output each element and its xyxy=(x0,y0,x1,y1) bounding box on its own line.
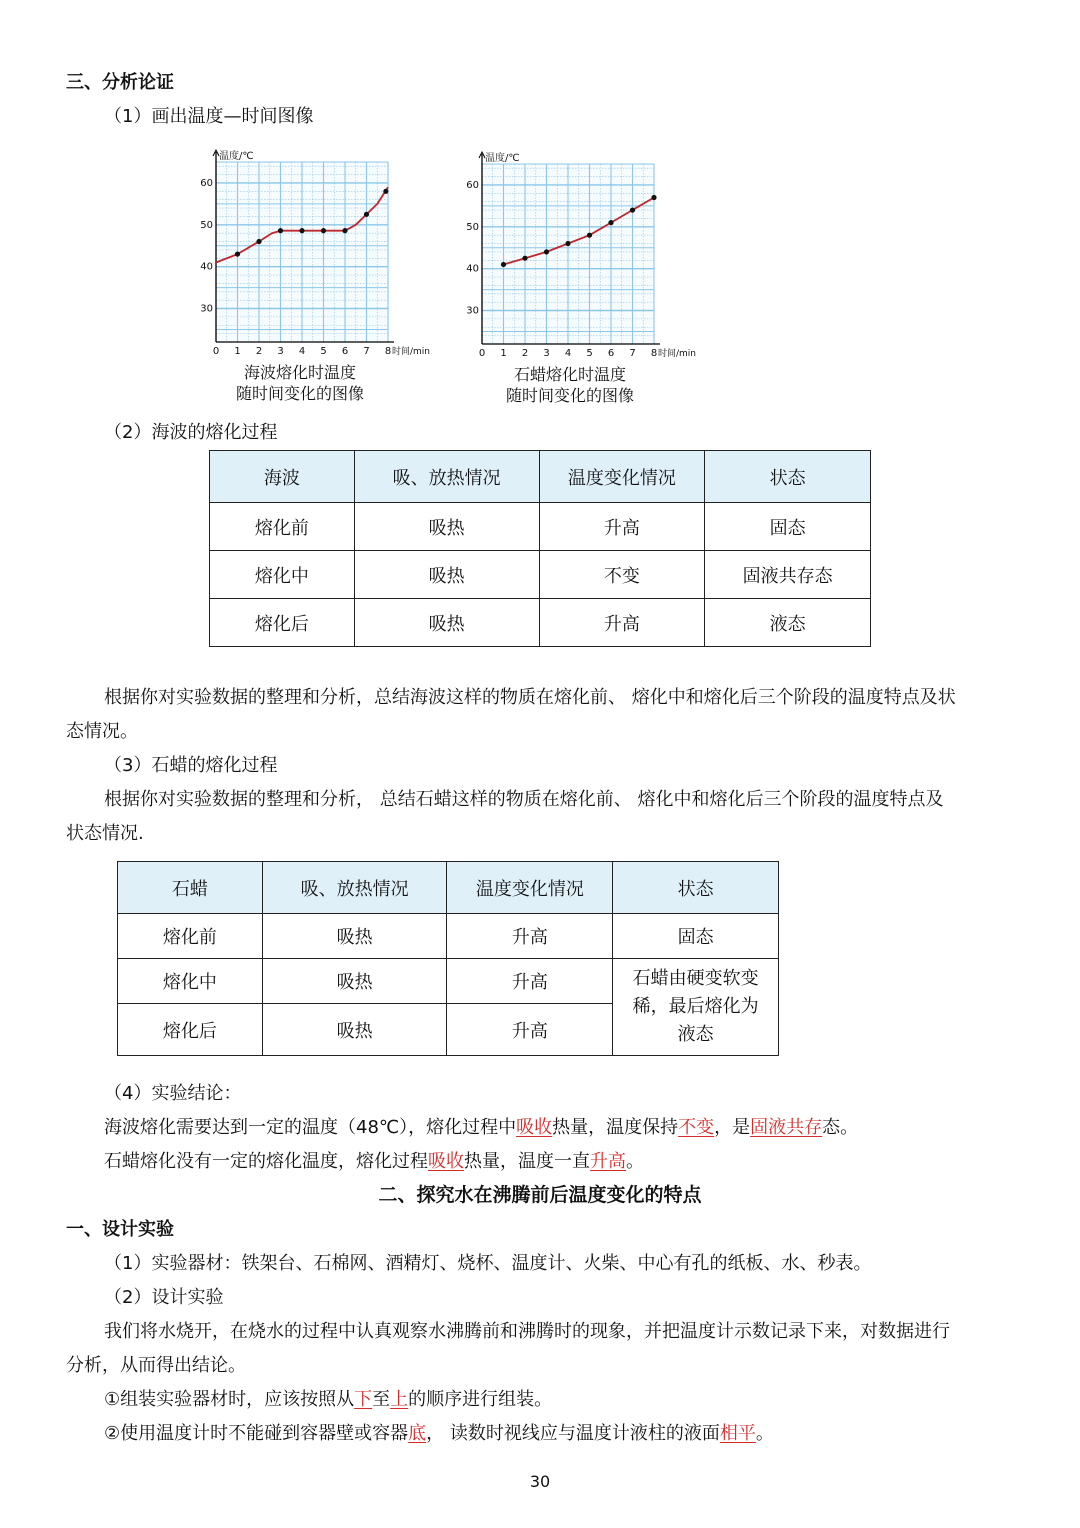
chart1-caption-line-2: 随时间变化的图像 xyxy=(235,384,364,403)
section-title-design: 一、设计实验 xyxy=(66,1219,174,1240)
table-cell: 吸热 xyxy=(354,503,539,551)
step-text: 至 xyxy=(372,1389,391,1410)
design-subtitle: （2）设计实验 xyxy=(104,1287,224,1308)
chart2-caption-line-1: 石蜡熔化时温度 xyxy=(513,365,626,384)
hypo-melting-table xyxy=(209,450,871,647)
table-header-cell: 状态 xyxy=(613,862,779,914)
subsection-title-4: （4）实验结论： xyxy=(104,1083,242,1104)
merged-state-line: 稀，最后熔化为 xyxy=(632,996,759,1017)
conclusion-text: 热量，温度一直 xyxy=(464,1151,590,1172)
y-tick-label: 40 xyxy=(466,263,479,275)
paragraph-boiling-line-2: 分析，从而得出结论。 xyxy=(66,1355,246,1376)
paraffin-melting-chart xyxy=(462,148,702,364)
conclusion-hypo xyxy=(104,1115,858,1141)
conclusion-text: 海波熔化需要达到一定的温度（48℃），熔化过程中 xyxy=(104,1117,517,1138)
table-cell: 升高 xyxy=(447,914,613,959)
table-header-row xyxy=(118,862,779,914)
conclusion-paraffin xyxy=(104,1149,644,1175)
table-row xyxy=(118,914,779,959)
table-cell: 吸热 xyxy=(354,599,539,647)
equipment-line: （1）实验器材：铁架台、石棉网、酒精灯、烧杯、温度计、火柴、中心有孔的纸板、水、秒表。 xyxy=(104,1253,872,1274)
data-point xyxy=(544,249,549,254)
data-point xyxy=(278,228,283,233)
data-point xyxy=(256,239,261,244)
data-point xyxy=(651,195,656,200)
data-point xyxy=(342,228,347,233)
table-cell: 熔化后 xyxy=(210,599,355,647)
x-axis-label: 时间/min xyxy=(658,349,697,359)
step-assemble xyxy=(104,1387,552,1413)
data-point xyxy=(364,212,369,217)
section-title-analysis: 三、分析论证 xyxy=(66,72,174,93)
answer-blank: 不变 xyxy=(678,1117,715,1138)
chart2-caption-line-2: 随时间变化的图像 xyxy=(505,386,634,405)
chart2-caption xyxy=(482,364,658,406)
data-point xyxy=(501,262,506,267)
table-cell: 不变 xyxy=(539,551,705,599)
table-header-row xyxy=(210,451,871,503)
table-cell: 吸热 xyxy=(354,551,539,599)
x-tick-label: 5 xyxy=(586,348,593,359)
data-point xyxy=(522,256,527,261)
x-tick-label: 8 xyxy=(384,346,392,357)
table-cell: 升高 xyxy=(447,1004,613,1056)
table-cell: 熔化中 xyxy=(210,551,355,599)
table-header-cell: 温度变化情况 xyxy=(447,862,613,914)
x-tick-label: 0 xyxy=(212,346,220,357)
x-tick-label: 6 xyxy=(607,348,615,359)
x-tick-label: 5 xyxy=(320,346,327,357)
data-point xyxy=(630,207,635,212)
merged-state-line: 液态 xyxy=(677,1024,714,1045)
table-row xyxy=(118,959,779,1004)
answer-blank: 固液共存 xyxy=(750,1117,823,1138)
table-header-cell: 状态 xyxy=(705,451,871,503)
step-text: ②使用温度计时不能碰到容器壁或容器 xyxy=(104,1423,409,1444)
table-cell: 升高 xyxy=(539,599,705,647)
y-tick-label: 50 xyxy=(466,221,479,233)
table-cell: 熔化中 xyxy=(118,959,263,1004)
table-cell: 液态 xyxy=(705,599,871,647)
y-axis-label: 温度/℃ xyxy=(485,153,520,164)
table-row xyxy=(210,599,871,647)
subsection-title-1: （1）画出温度—时间图像 xyxy=(104,106,314,127)
data-point xyxy=(299,228,304,233)
table-cell: 升高 xyxy=(539,503,705,551)
paragraph-hypo-line-1: 根据你对实验数据的整理和分析，总结海波这样的物质在熔化前、 熔化中和熔化后三个阶段的温度特点及状 xyxy=(104,687,956,708)
data-point xyxy=(587,233,592,238)
chart1-caption-line-1: 海波熔化时温度 xyxy=(243,363,356,382)
table-cell: 熔化后 xyxy=(118,1004,263,1056)
step-text: ①组装实验器材时，应该按照从 xyxy=(104,1389,355,1410)
data-point xyxy=(565,241,570,246)
answer-blank: 升高 xyxy=(590,1151,626,1172)
merged-state-line: 石蜡由硬变软变 xyxy=(632,968,759,989)
x-tick-label: 4 xyxy=(298,346,306,357)
table-cell: 升高 xyxy=(447,959,613,1004)
paraffin-melting-table xyxy=(117,861,779,1056)
table-cell: 固液共存态 xyxy=(705,551,871,599)
answer-blank: 上 xyxy=(390,1389,409,1410)
table-header-cell: 海波 xyxy=(210,451,355,503)
answer-blank: 吸收 xyxy=(516,1117,553,1138)
table-header-cell: 吸、放热情况 xyxy=(262,862,447,914)
paragraph-boiling-line-1: 我们将水烧开，在烧水的过程中认真观察水沸腾前和沸腾时的现象，并把温度计示数记录下来，对数据进行 xyxy=(104,1321,950,1342)
x-tick-label: 7 xyxy=(629,348,636,359)
x-tick-label: 3 xyxy=(277,346,284,357)
conclusion-text: 。 xyxy=(626,1151,644,1172)
y-axis-label: 温度/℃ xyxy=(219,151,254,162)
answer-blank: 吸收 xyxy=(428,1151,464,1172)
y-tick-label: 60 xyxy=(200,177,213,189)
x-tick-label: 8 xyxy=(650,348,658,359)
merged-state-cell xyxy=(613,959,779,1056)
y-tick-label: 40 xyxy=(200,261,213,273)
answer-blank: 下 xyxy=(354,1389,373,1410)
x-tick-label: 1 xyxy=(234,346,241,357)
x-tick-label: 7 xyxy=(363,346,370,357)
x-tick-label: 1 xyxy=(500,348,507,359)
answer-blank: 相平 xyxy=(719,1423,756,1444)
x-tick-label: 4 xyxy=(564,348,572,359)
table-header-cell: 吸、放热情况 xyxy=(354,451,539,503)
data-point xyxy=(235,251,240,256)
data-point xyxy=(321,228,326,233)
answer-blank: 底 xyxy=(408,1423,427,1444)
subsection-title-3: （3）石蜡的熔化过程 xyxy=(104,755,278,776)
table-cell: 吸热 xyxy=(262,1004,447,1056)
step-text: ， 读数时视线应与温度计液柱的液面 xyxy=(426,1423,720,1444)
table-header-cell: 石蜡 xyxy=(118,862,263,914)
conclusion-text: 石蜡熔化没有一定的熔化温度，熔化过程 xyxy=(104,1151,428,1172)
x-tick-label: 3 xyxy=(543,348,550,359)
table-row xyxy=(210,503,871,551)
paragraph-paraffin-line-2: 状态情况. xyxy=(66,823,144,844)
chart1-caption xyxy=(212,362,388,404)
page-number: 30 xyxy=(529,1472,551,1491)
x-tick-label: 0 xyxy=(478,348,486,359)
table-header-cell: 温度变化情况 xyxy=(539,451,705,503)
table-row xyxy=(210,551,871,599)
table-cell: 固态 xyxy=(705,503,871,551)
x-tick-label: 6 xyxy=(341,346,349,357)
conclusion-text: 态。 xyxy=(822,1117,859,1138)
y-tick-label: 30 xyxy=(200,303,213,315)
step-text: 的顺序进行组装。 xyxy=(408,1389,553,1410)
step-thermometer xyxy=(104,1421,774,1447)
data-point xyxy=(608,220,613,225)
table-cell: 熔化前 xyxy=(210,503,355,551)
table-cell: 固态 xyxy=(613,914,779,959)
x-tick-label: 2 xyxy=(255,346,263,357)
hypo-melting-chart xyxy=(196,146,436,362)
conclusion-text: ，是 xyxy=(714,1117,751,1138)
step-text: 。 xyxy=(755,1423,774,1444)
y-tick-label: 60 xyxy=(466,179,479,191)
paragraph-paraffin-line-1: 根据你对实验数据的整理和分析， 总结石蜡这样的物质在熔化前、 熔化中和熔化后三个阶段的温度特点及 xyxy=(104,789,944,810)
x-axis-label: 时间/min xyxy=(392,347,431,357)
y-tick-label: 30 xyxy=(466,305,479,317)
table-cell: 吸热 xyxy=(262,959,447,1004)
part-title-boiling: 二、探究水在沸腾前后温度变化的特点 xyxy=(378,1184,702,1206)
data-point xyxy=(383,189,388,194)
table-cell: 吸热 xyxy=(262,914,447,959)
table-cell: 熔化前 xyxy=(118,914,263,959)
conclusion-text: 热量，温度保持 xyxy=(552,1117,679,1138)
subsection-title-2: （2）海波的熔化过程 xyxy=(104,422,278,443)
paragraph-hypo-line-2: 态情况。 xyxy=(66,721,138,742)
x-tick-label: 2 xyxy=(521,348,529,359)
y-tick-label: 50 xyxy=(200,219,213,231)
